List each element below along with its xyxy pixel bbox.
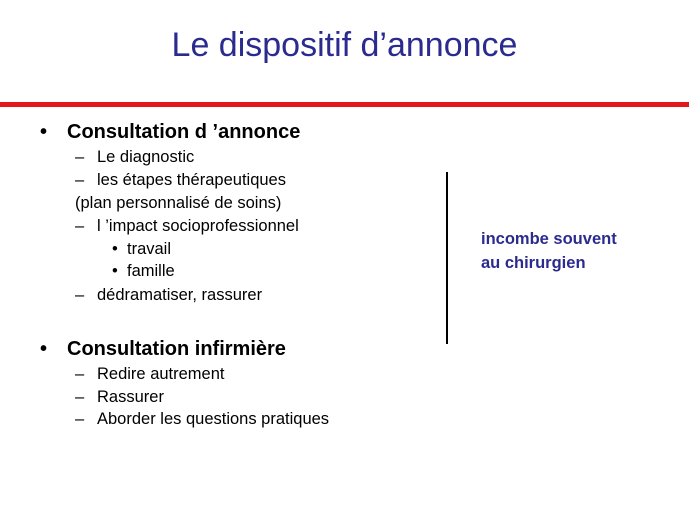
dash-marker: – <box>75 388 85 406</box>
sub-sub-item-famille: famille <box>127 262 175 280</box>
sub-item-diagnostic: Le diagnostic <box>97 148 195 166</box>
dash-marker: – <box>75 410 85 428</box>
sub-item-dedramatiser: dédramatiser, rassurer <box>97 286 263 304</box>
dash-marker: – <box>75 171 85 189</box>
sub-item-etapes-continued: (plan personnalisé de soins) <box>75 194 282 212</box>
side-note-line-2: au chirurgien <box>481 254 586 272</box>
dash-marker: – <box>75 217 85 235</box>
sub-item-impact: l ’impact socioprofessionnel <box>97 217 299 235</box>
dash-marker: – <box>75 365 85 383</box>
sub-item-redire: Redire autrement <box>97 365 225 383</box>
side-note <box>481 227 617 275</box>
sub-item-questions-pratiques: Aborder les questions pratiques <box>97 410 330 428</box>
side-note-line-1: incombe souvent <box>481 230 617 248</box>
bracket-line <box>446 172 448 344</box>
dash-marker: – <box>75 148 85 166</box>
dot-marker: • <box>112 262 118 280</box>
bullet-heading-consultation-annonce: Consultation d ’annonce <box>67 121 301 143</box>
bullet-heading-consultation-infirmiere: Consultation infirmière <box>67 338 286 360</box>
dot-marker: • <box>112 240 118 258</box>
bullet-marker: • <box>40 121 48 143</box>
bullet-marker: • <box>40 338 48 360</box>
sub-sub-item-travail: travail <box>127 240 172 258</box>
slide-title: Le dispositif d’annonce <box>171 26 518 64</box>
sub-item-rassurer: Rassurer <box>97 388 164 406</box>
sub-item-etapes: les étapes thérapeutiques <box>97 171 286 189</box>
dash-marker: – <box>75 286 85 304</box>
